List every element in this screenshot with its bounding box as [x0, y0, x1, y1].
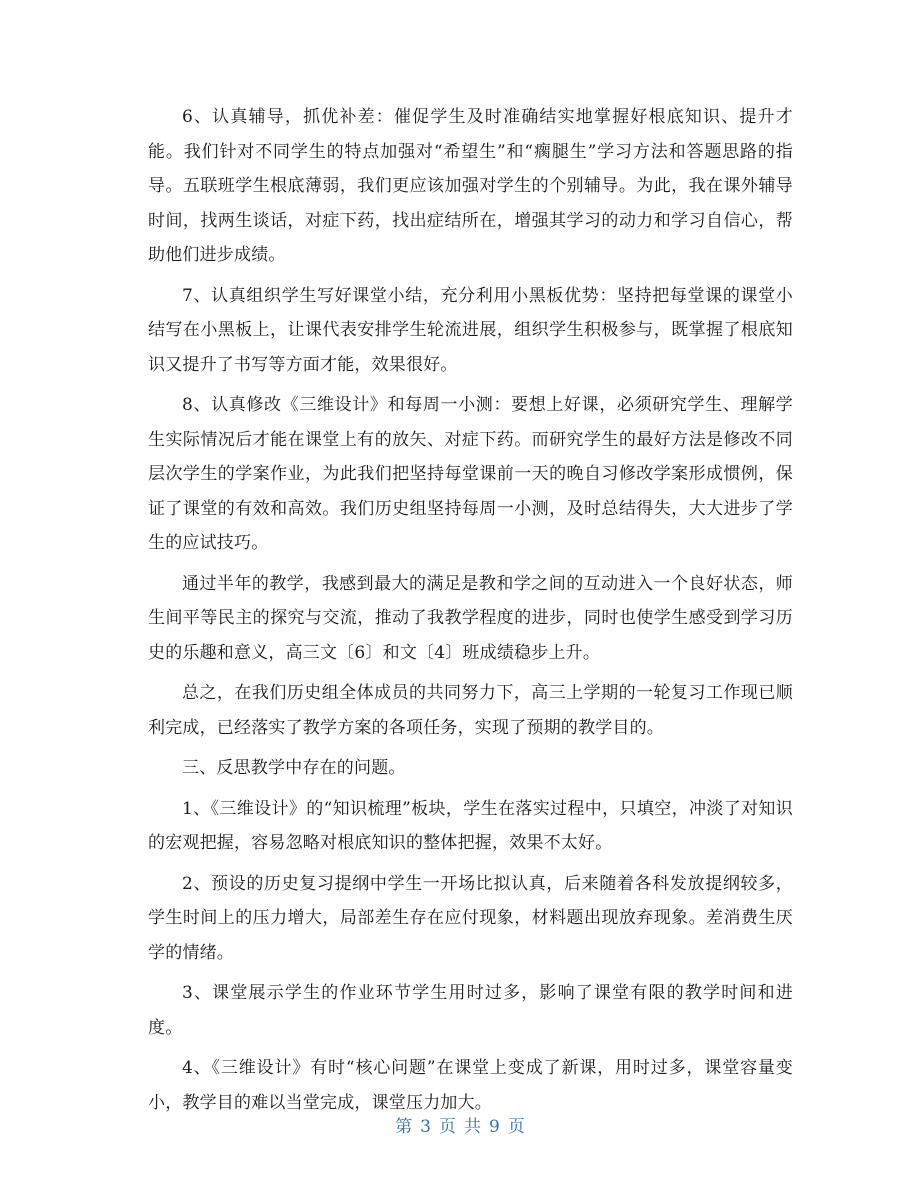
total-unit: 页 [507, 1117, 525, 1137]
paragraph-problem-2: 2、预设的历史复习提纲中学生一开场比拟认真，后来随着各科发放提纲较多，学生时间上的压力增大，局部差生存在应付现象，材料题出现放弃现象。差消费生厌学的情绪。 [148, 873, 793, 963]
section-heading-problems: 三、反思教学中存在的问题。 [182, 758, 406, 778]
paragraph-half-year-review: 通过半年的教学，我感到最大的满足是教和学之间的互动进入一个良好状态，师生间平等民主的探究与交流，推动了我教学程度的进步，同时也使学生感受到学习历史的乐趣和意义，高三文〔6〕和文〔4〕班成绩稳步上升。 [148, 573, 793, 663]
paragraph-6-tutoring: 6、认真辅导，抓优补差：催促学生及时准确结实地掌握好根底知识、提升才能。我们针对不同学生的特点加强对“希望生”和“瘸腿生”学习方法和答题思路的指导。五联班学生根底薄弱，我们更应该加强对学生的个别辅导。为此，我在课外辅导时间，找两生谈话，对症下药，找出症结所在，增强其学习的动力和学习自信心，帮助他们进步成绩。 [148, 107, 793, 265]
page-footer [0, 1112, 920, 1137]
page-unit: 页 [439, 1117, 456, 1137]
total-prefix: 共 [464, 1117, 481, 1137]
paragraph-problem-3: 3、课堂展示学生的作业环节学生用时过多，影响了课堂有限的教学时间和进度。 [148, 983, 793, 1038]
paragraph-problem-4: 4、《三维设计》有时“核心问题”在课堂上变成了新课，用时过多，课堂容量变小，教学目的难以当堂完成，课堂压力加大。 [148, 1058, 793, 1113]
paragraph-7-class-summary: 7、认真组织学生写好课堂小结，充分利用小黑板优势：坚持把每堂课的课堂小结写在小黑板上，让课代表安排学生轮流进展，组织学生积极参与，既掌握了根底知识又提升了书写等方面才能，效果很好。 [148, 285, 793, 375]
paragraph-8-revision: 8、认真修改《三维设计》和每周一小测：要想上好课，必须研究学生、理解学生实际情况后才能在课堂上有的放矢、对症下药。而研究学生的最好方法是修改不同层次学生的学案作业，为此我们把坚持每堂课前一天的晚自习修改学案形成惯例，保证了课堂的有效和高效。我们历史组坚持每周一小测，及时总结得失，大大进步了学生的应试技巧。 [148, 395, 793, 553]
paragraph-problem-1: 1、《三维设计》的“知识梳理”板块，学生在落实过程中，只填空，冲淡了对知识的宏观把握，容易忽略对根底知识的整体把握，效果不太好。 [148, 798, 793, 853]
page-number: 3 [420, 1117, 431, 1137]
page-total: 9 [489, 1117, 500, 1137]
page-prefix: 第 [395, 1117, 413, 1137]
document-body [148, 100, 793, 1126]
paragraph-conclusion: 总之，在我们历史组全体成员的共同努力下，高三上学期的一轮复习工作现已顺利完成，已经落实了教学方案的各项任务，实现了预期的教学目的。 [148, 683, 793, 738]
